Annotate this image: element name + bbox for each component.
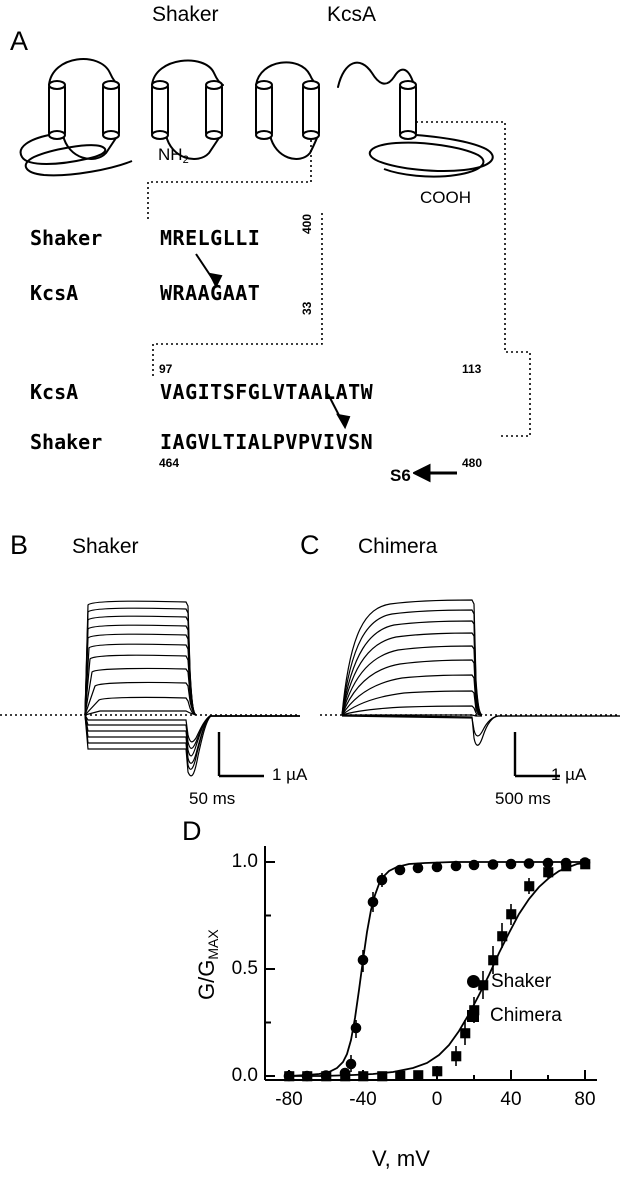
- alignment-top-row2-sequence: WRAAGAAT: [160, 281, 261, 305]
- alignment-bottom-row2-end-number: 480: [462, 456, 483, 470]
- n-terminus-text: NH: [158, 145, 183, 164]
- panel-b-title: Shaker: [72, 535, 139, 558]
- topology-label-kcsa: KcsA: [327, 3, 377, 26]
- alignment-bottom-row1-sequence: VAGITSFGLVTAALATW: [160, 380, 374, 404]
- alignment-bottom-row2-name: Shaker: [30, 430, 103, 454]
- panel-b-time-scale-label: 50 ms: [189, 789, 236, 808]
- x-tick-label-4: 40: [500, 1089, 522, 1110]
- legend-label-chimera: Chimera: [490, 1005, 562, 1026]
- x-tick-label-2: -40: [349, 1089, 377, 1110]
- legend-item-shaker: [467, 972, 551, 991]
- panel-letter-c: C: [300, 530, 320, 560]
- legend-circle-marker-icon: [467, 975, 480, 988]
- alignment-bottom-row2-start-number: 464: [159, 456, 180, 470]
- panel-letter-d: D: [182, 816, 202, 846]
- y-tick-label-1: 1.0: [231, 851, 258, 872]
- legend-square-marker-icon: [467, 1010, 479, 1022]
- alignment-top-row1-end-number: 400: [300, 213, 314, 234]
- c-terminus-label: COOH: [420, 188, 471, 207]
- x-tick-label-1: -80: [275, 1089, 303, 1110]
- legend-item-chimera: [467, 1006, 562, 1025]
- y-tick-label-3: 0.0: [231, 1065, 258, 1086]
- alignment-top-row1-sequence: MRELGLLI: [160, 226, 261, 250]
- legend-label-shaker: Shaker: [491, 971, 552, 992]
- s6-arrow-icon: [413, 462, 459, 486]
- alignment-bottom-row1-start-number: 97: [159, 362, 173, 376]
- panel-c-current-scale-label: 1 µA: [551, 765, 587, 784]
- sequence-connector-lines: [0, 0, 620, 500]
- x-tick-label-3: 0: [431, 1089, 443, 1110]
- conductance-voltage-plot: [263, 840, 599, 1094]
- shaker-current-traces: [0, 560, 300, 810]
- panel-letter-a: A: [10, 26, 29, 56]
- alignment-top-row1-name: Shaker: [30, 226, 103, 250]
- y-axis-title-sub: MAX: [205, 929, 221, 960]
- panel-c-time-scale-label: 500 ms: [495, 789, 551, 808]
- alignment-top-row2-name: KcsA: [30, 281, 79, 305]
- panel-letter-b: B: [10, 530, 29, 560]
- n-terminus-subscript: 2: [182, 154, 189, 166]
- alignment-bottom-row1-name: KcsA: [30, 380, 79, 404]
- y-tick-label-2: 0.5: [231, 958, 258, 979]
- panel-b-current-scale-label: 1 µA: [272, 765, 308, 784]
- x-tick-label-5: 80: [574, 1089, 596, 1110]
- x-axis-title: V, mV: [372, 1146, 430, 1171]
- y-axis-title-main: G/G: [194, 959, 219, 1000]
- alignment-top-row2-end-number: 33: [300, 301, 314, 315]
- alignment-bottom-row1-end-number: 113: [462, 362, 482, 376]
- alignment-bottom-row2-sequence: IAGVLTIALPVPVIVSN: [160, 430, 374, 454]
- s6-segment-label: S6: [390, 466, 411, 485]
- panel-c-title: Chimera: [358, 535, 438, 558]
- topology-label-shaker: Shaker: [152, 3, 219, 26]
